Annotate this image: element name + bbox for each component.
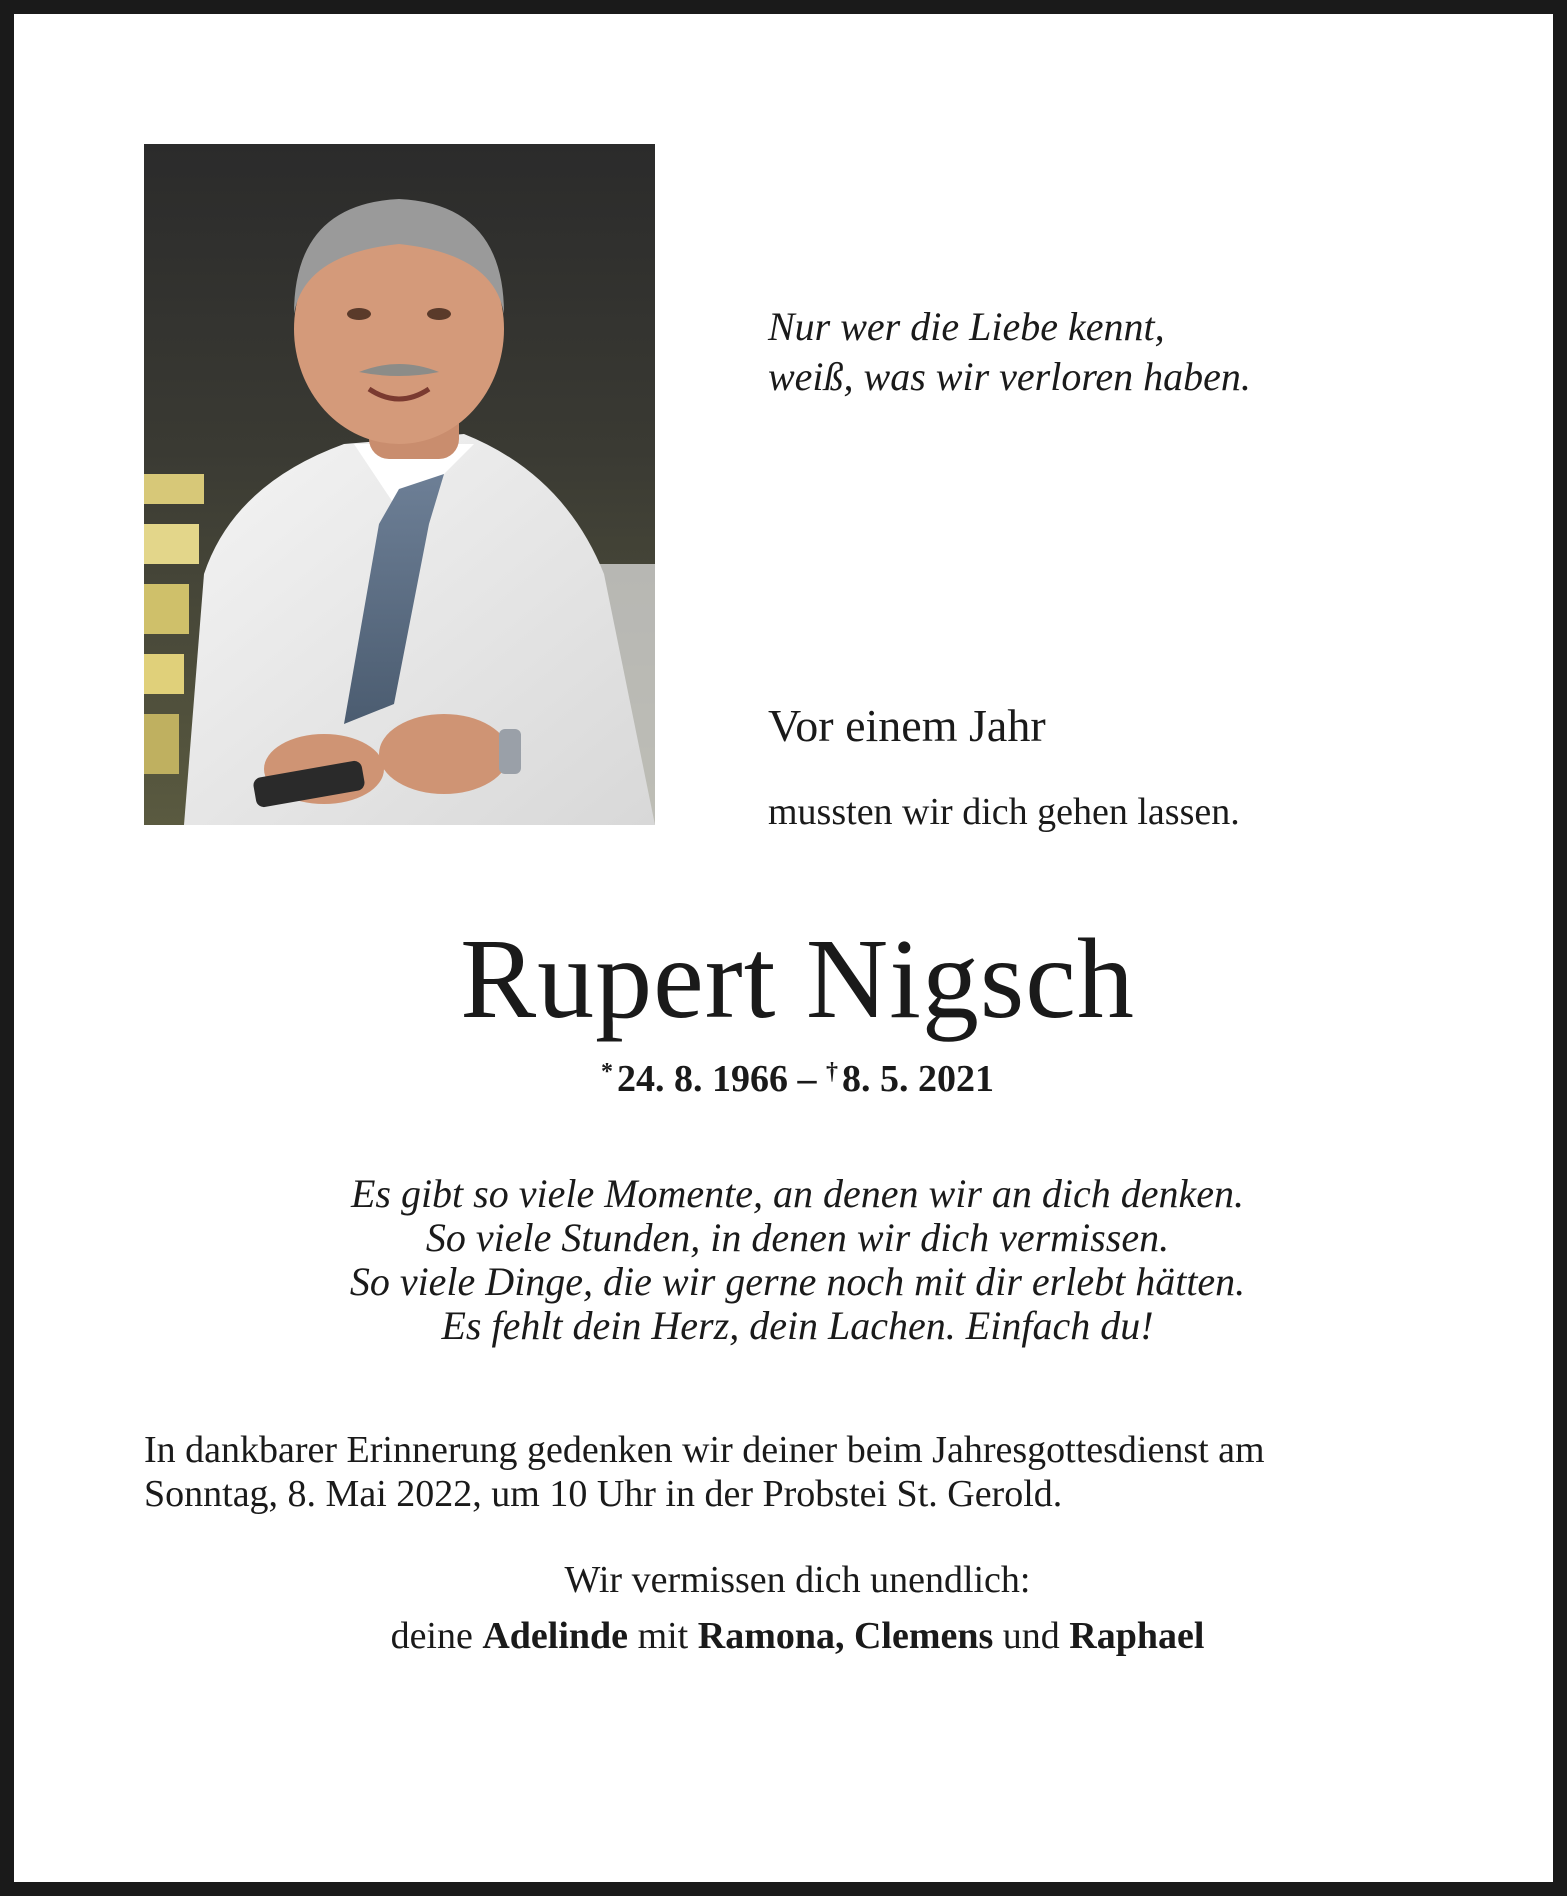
intro-line-1: Vor einem Jahr bbox=[768, 700, 1046, 751]
poem-line: Es fehlt dein Herz, dein Lachen. Einfach du! bbox=[441, 1303, 1154, 1348]
closing-line: Wir vermissen dich unendlich: bbox=[564, 1559, 1031, 1601]
names-prefix: deine bbox=[390, 1615, 483, 1657]
names-joiner: und bbox=[993, 1615, 1070, 1657]
family-signature bbox=[14, 1552, 1567, 1664]
death-date: 8. 5. 2021 bbox=[842, 1058, 994, 1100]
portrait-image bbox=[144, 144, 655, 825]
name-raphael: Raphael bbox=[1069, 1615, 1205, 1657]
birth-date: 24. 8. 1966 bbox=[617, 1058, 788, 1100]
name-ramona: Ramona, bbox=[697, 1615, 845, 1657]
announcement-line: Sonntag, 8. Mai 2022, um 10 Uhr in der Probstei St. Gerold. bbox=[144, 1473, 1063, 1515]
service-announcement bbox=[144, 1428, 1474, 1516]
portrait-photo bbox=[144, 144, 655, 825]
quote-line: weiß, was wir verloren haben. bbox=[768, 354, 1251, 399]
poem-line: So viele Stunden, in denen wir dich vermissen. bbox=[425, 1215, 1170, 1260]
names-joiner: mit bbox=[628, 1615, 698, 1657]
life-dates bbox=[14, 1049, 1567, 1102]
deceased-name: Rupert Nigsch bbox=[460, 915, 1135, 1042]
name-clemens: Clemens bbox=[853, 1615, 994, 1657]
opening-quote bbox=[768, 302, 1251, 402]
intro-line-2: mussten wir dich gehen lassen. bbox=[768, 791, 1240, 833]
date-separator: – bbox=[788, 1058, 826, 1100]
quote-line: Nur wer die Liebe kennt, bbox=[768, 304, 1165, 349]
family-names bbox=[14, 1608, 1567, 1664]
birth-symbol: * bbox=[601, 1059, 613, 1085]
names-space bbox=[844, 1615, 854, 1657]
announcement-line: In dankbarer Erinnerung gedenken wir deiner beim Jahresgottesdienst am bbox=[144, 1429, 1265, 1471]
death-symbol: † bbox=[826, 1059, 838, 1085]
poem-line: Es gibt so viele Momente, an denen wir an dich denken. bbox=[350, 1171, 1245, 1216]
memorial-poem bbox=[14, 1172, 1567, 1348]
poem-line: So viele Dinge, die wir gerne noch mit dir erlebt hätten. bbox=[349, 1259, 1246, 1304]
name-adelinde: Adelinde bbox=[482, 1615, 629, 1657]
